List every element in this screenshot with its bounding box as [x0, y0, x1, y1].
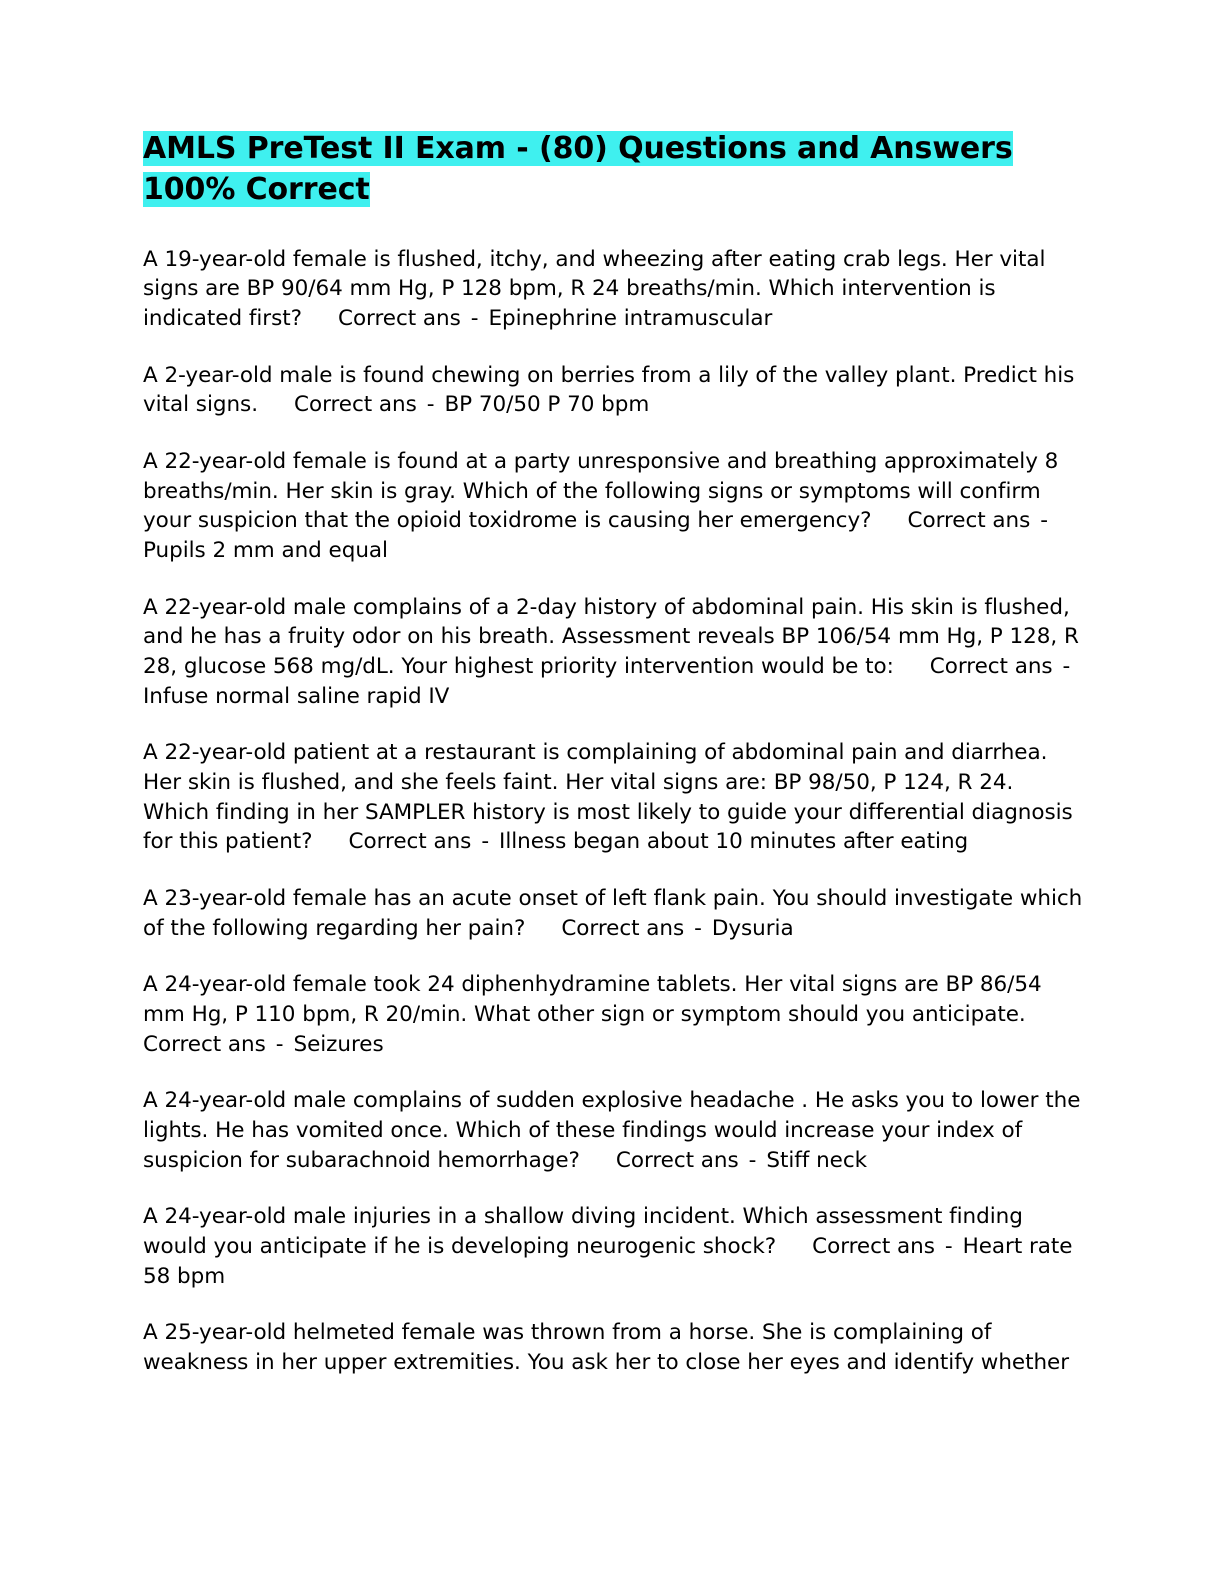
answer-text: Heart rate 58 bpm [143, 1233, 1073, 1289]
page-title [143, 128, 1084, 211]
qa-item [143, 884, 1084, 943]
question-text: A 25-year-old helmeted female was thrown from a horse. She is complaining of weakness in her upper extremities. You ask her to close her eyes and identify whether [143, 1320, 1070, 1375]
question-text: A 24-year-old female took 24 diphenhydramine tablets. Her vital signs are BP 86/54 mm Hg, P 110 bpm, R 20/min. What other sign or symptom should you anticipate. [143, 972, 1042, 1027]
answer-text: Seizures [293, 1031, 384, 1057]
answer-dash: - [470, 306, 479, 332]
page-title-line-2: 100% Correct [143, 172, 370, 208]
question-text: A 2-year-old male is found chewing on berries from a lily of the valley plant. Predict his vital signs. [143, 362, 1075, 418]
answer-text: Epinephrine intramuscular [488, 306, 773, 332]
answer-label: Correct ans [812, 1233, 935, 1259]
question-text: A 22-year-old patient at a restaurant is complaining of abdominal pain and diarrhea. Her skin is flushed, and she feels faint. Her vital signs are: BP 98/50, P 124, R 24. Which finding in her SAMPLER history is most likely to guide your differential diagnosis for this patient? [143, 740, 1073, 855]
qa-item [143, 1202, 1084, 1291]
answer-label: Correct ans [615, 1147, 739, 1173]
answer-dash: - [1040, 508, 1048, 534]
page-title-line-1: AMLS PreTest II Exam - (80) Questions and Answers [143, 131, 1013, 166]
qa-item [143, 970, 1084, 1059]
qa-item [143, 1086, 1084, 1175]
qa-item [143, 447, 1084, 566]
answer-dash: - [481, 829, 490, 855]
question-text: A 19-year-old female is flushed, itchy, and wheezing after eating crab legs. Her vital signs are BP 90/64 mm Hg, P 128 bpm, R 24 breaths/min. Which intervention is indicated first? [143, 246, 1046, 332]
answer-dash: - [694, 915, 702, 941]
answer-text: Dysuria [711, 915, 794, 941]
answer-label: Correct ans [929, 654, 1053, 679]
qa-item [143, 738, 1084, 857]
qa-item [143, 593, 1084, 712]
question-text: A 24-year-old male injuries in a shallow diving incident. Which assessment finding would you anticipate if he is developing neurogenic shock? [143, 1204, 1023, 1259]
answer-text: Illness began about 10 minutes after eating [499, 829, 969, 855]
question-text: A 23-year-old female has an acute onset of left flank pain. You should investigate which of the following regarding her pain? [143, 885, 1083, 941]
answer-label: Correct ans [294, 392, 417, 418]
answer-dash: - [1062, 654, 1071, 679]
answer-dash: - [748, 1147, 757, 1173]
answer-dash: - [426, 392, 435, 418]
answer-text: Infuse normal saline rapid IV [143, 683, 450, 709]
question-text: A 24-year-old male complains of sudden explosive headache . He asks you to lower the lights. He has vomited once. Which of these findings would increase your index of suspicion for subarachnoid hemorrhage? [143, 1088, 1081, 1173]
question-text: A 22-year-old male complains of a 2-day history of abdominal pain. His skin is flushed, and he has a fruity odor on his breath. Assessment reveals BP 106/54 mm Hg, P 128, R 28, glucose 568 mg/dL. Your highest priority intervention would be to: [143, 594, 1079, 679]
answer-label: Correct ans [907, 508, 1031, 534]
answer-dash: - [944, 1233, 953, 1259]
answer-text: Pupils 2 mm and equal [143, 538, 388, 564]
answer-text: Stiff neck [766, 1147, 868, 1173]
answer-label: Correct ans [337, 306, 461, 332]
answer-dash: - [275, 1031, 284, 1057]
answer-label: Correct ans [561, 915, 685, 941]
answer-label: Correct ans [348, 829, 472, 855]
qa-item [143, 1318, 1084, 1377]
qa-item [143, 245, 1084, 334]
qa-item [143, 361, 1084, 420]
answer-label: Correct ans [143, 1031, 266, 1057]
answer-text: BP 70/50 P 70 bpm [444, 392, 650, 418]
question-text: A 22-year-old female is found at a party unresponsive and breathing approximately 8 breaths/min. Her skin is gray. Which of the following signs or symptoms will confirm your suspicion that the opioid toxidrome is causing her emergency? [143, 449, 1059, 534]
